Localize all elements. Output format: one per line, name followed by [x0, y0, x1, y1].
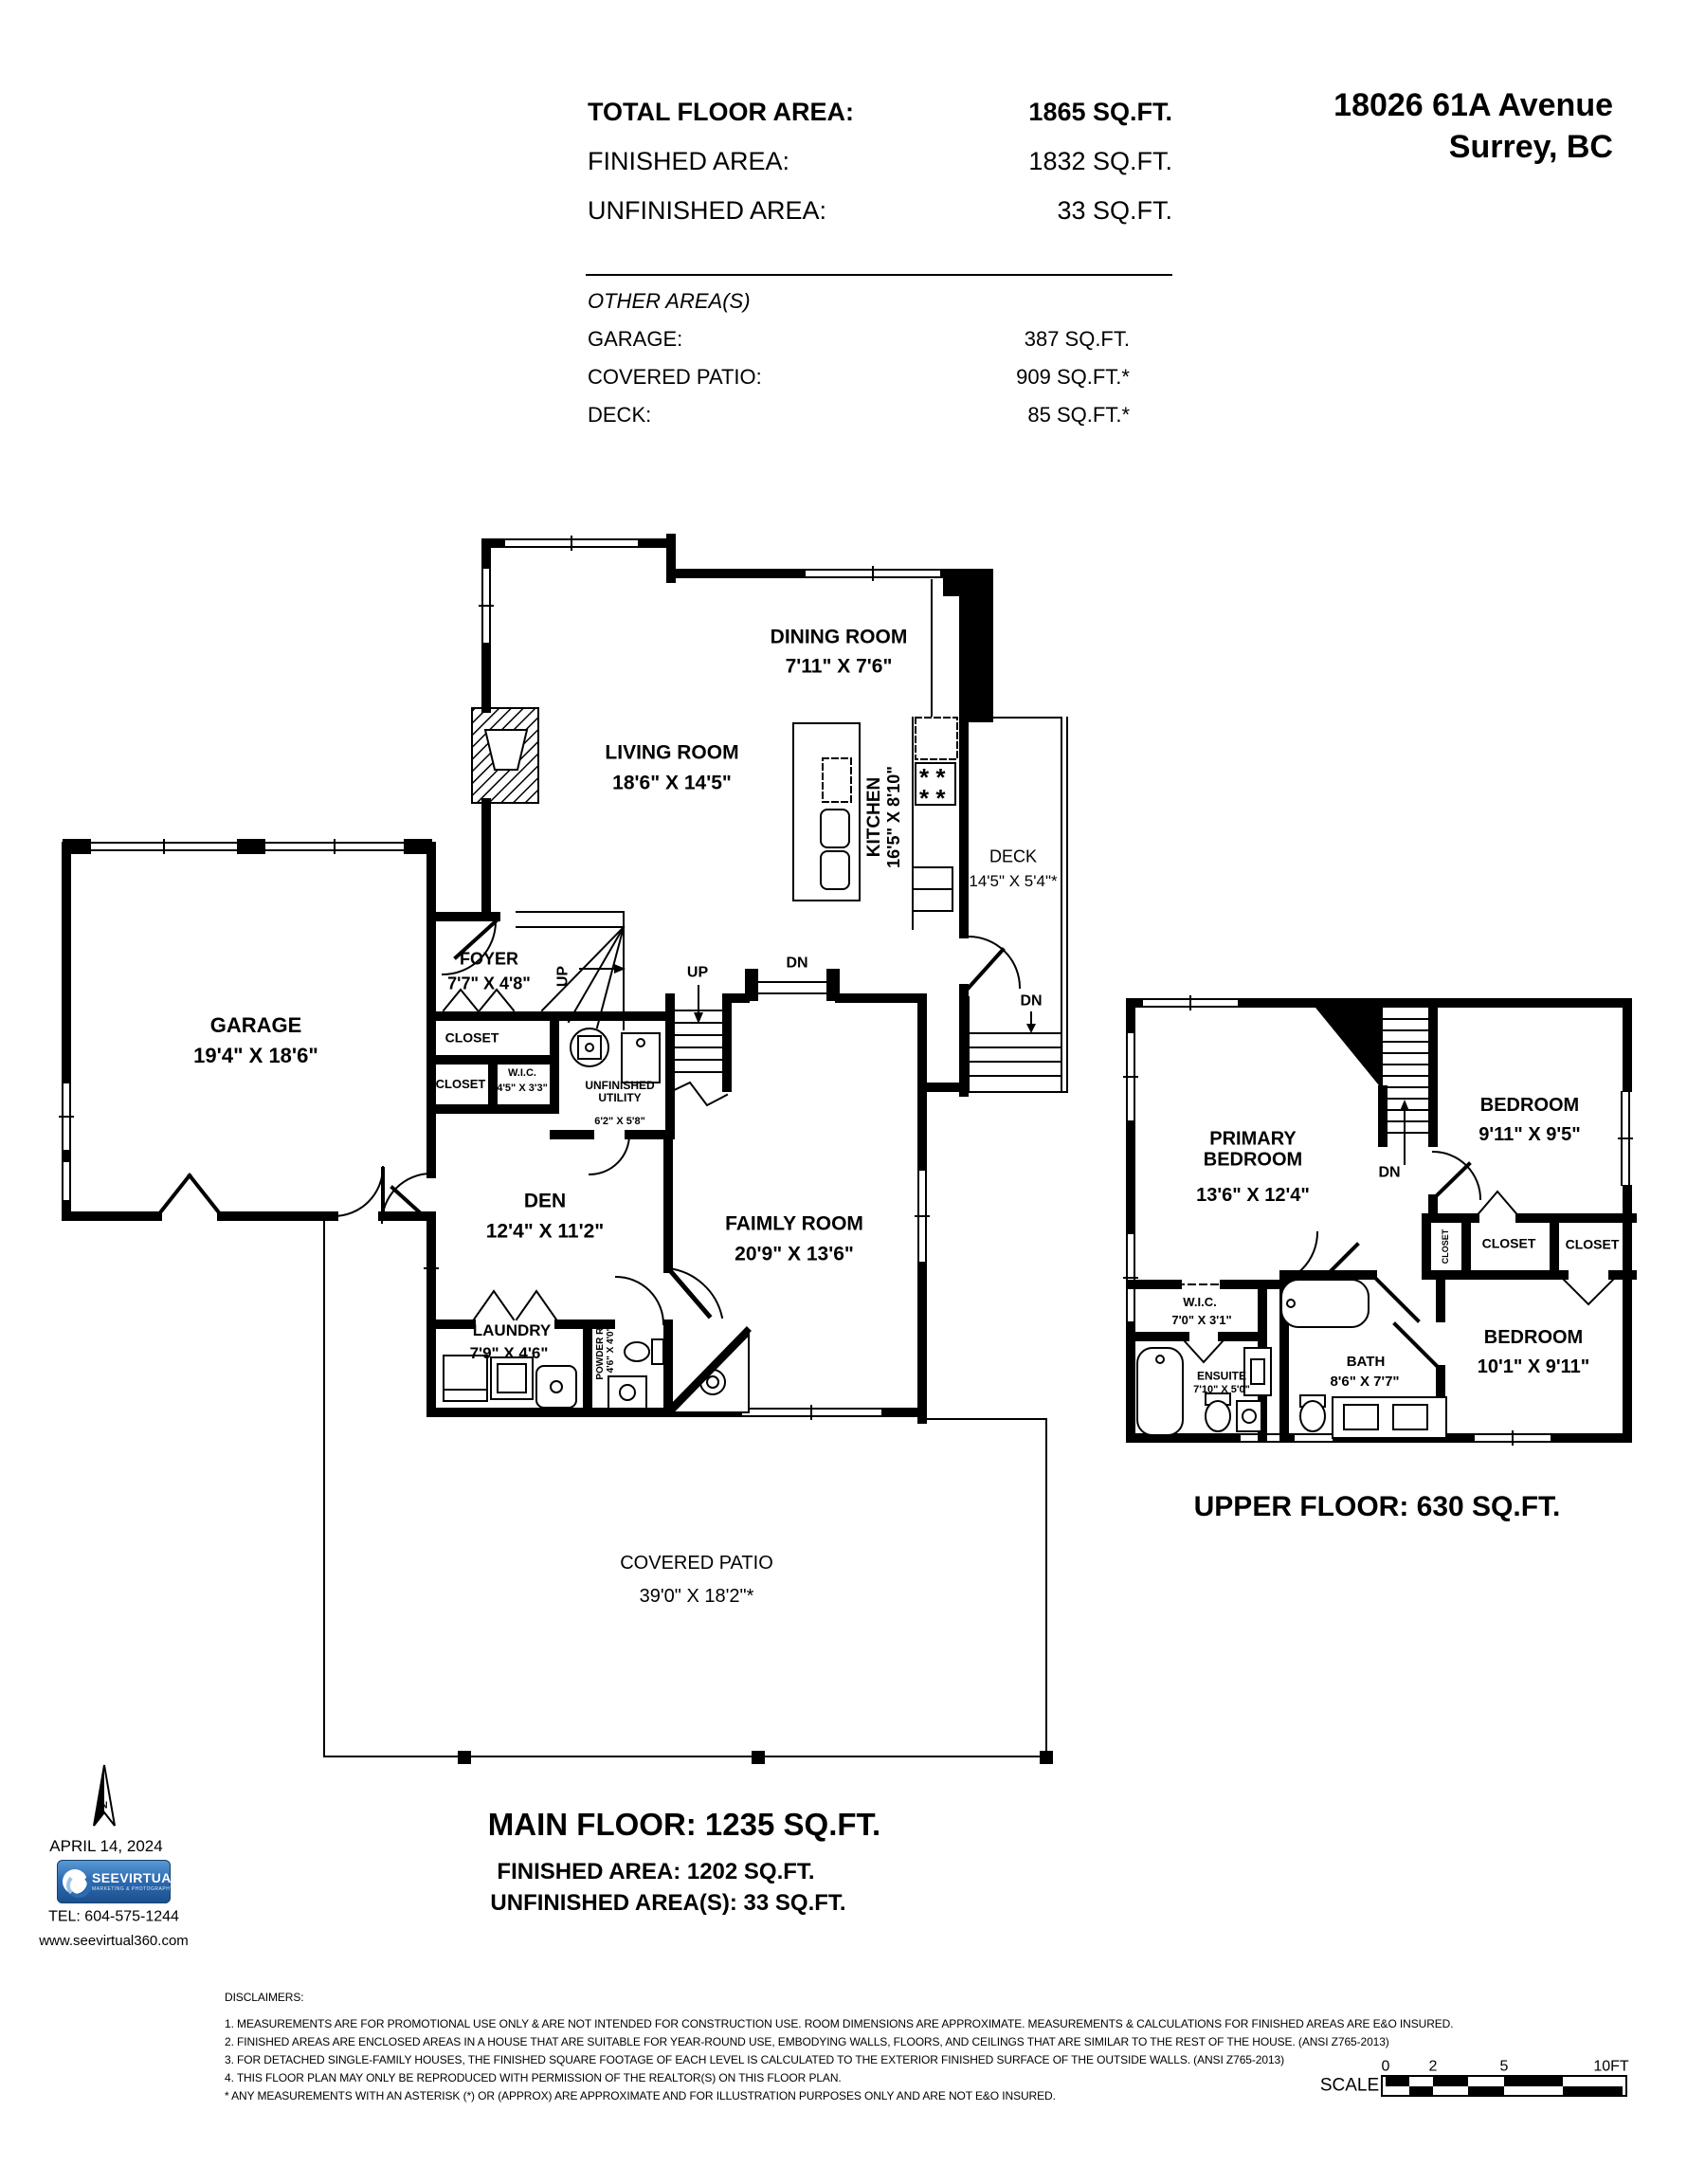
north-letter: N: [100, 1800, 108, 1811]
address-line2: Surrey, BC: [1448, 129, 1613, 165]
room-label-closet2: CLOSET: [435, 1076, 486, 1091]
room-label-family: FAIMLY ROOM: [725, 1212, 863, 1235]
other-value: 909 SQ.FT.*: [1016, 365, 1130, 389]
room-label-deck: DECK: [989, 846, 1038, 866]
corner-fireplace-icon: [669, 1331, 749, 1412]
room-dims-utility: 6'2" X 5'8": [594, 1116, 645, 1128]
room-dims-bedroom2: 9'11" X 9'5": [1478, 1124, 1581, 1146]
deck-outline: [969, 718, 1067, 1092]
room-label-utility: UNFINISHED UTILITY: [585, 1079, 655, 1104]
steps-down: [745, 969, 840, 1001]
room-dims-living: 18'6" X 14'5": [612, 772, 732, 794]
summary-value: 33 SQ.FT.: [1057, 196, 1172, 225]
room-dims-ensuite: 7'10" X 5'0": [1193, 1384, 1250, 1396]
scale-bar: [1382, 2076, 1626, 2096]
room-dims-family: 20'9" X 13'6": [735, 1243, 854, 1265]
fireplace-icon: [472, 708, 538, 803]
other-value: 85 SQ.FT.*: [1027, 403, 1130, 427]
room-label-closet-mid: CLOSET: [1481, 1235, 1536, 1251]
room-dims: 16'5" X 8'10": [883, 766, 903, 868]
stairs-down-label: DN: [1020, 992, 1043, 1010]
stove-burner-icon: * *: [919, 763, 946, 792]
other-label: COVERED PATIO:: [588, 365, 762, 389]
summary-row: [588, 147, 1172, 176]
summary-value: 1865 SQ.FT.: [1028, 98, 1172, 126]
summary-label: FINISHED AREA:: [588, 147, 790, 175]
disclaimer-line: * ANY MEASUREMENTS WITH AN ASTERISK (*) OR (APPROX) ARE APPROXIMATE AND FOR ILLUSTRATION PURPOSES ONLY AND ARE NOT E&O INSURED.: [225, 2089, 1056, 2102]
other-area-row: [588, 365, 1130, 390]
room-label-bedroom2: BEDROOM: [1479, 1095, 1580, 1117]
disclaimer-line: 1. MEASUREMENTS ARE FOR PROMOTIONAL USE ONLY & ARE NOT INTENDED FOR CONSTRUCTION USE. ROOM DIMENSIONS ARE APPROXIMATE. MEASUREMENTS & CALCULATIONS FOR FINISHED AREAS ARE E&O INSURED.: [225, 2017, 1454, 2030]
stairs-up-label: UP: [686, 964, 709, 981]
summary-value: 1832 SQ.FT.: [1028, 147, 1172, 175]
phone-label: TEL: 604-575-1244: [48, 1908, 179, 1925]
room-name: KITCHEN: [864, 776, 885, 858]
room-dims: 4'6" X 4'0": [606, 1326, 616, 1374]
logo-title: SEEVIRTUAL: [92, 1870, 180, 1885]
summary-row: [588, 98, 1172, 127]
room-dims-bath: 8'6" X 7'7": [1330, 1373, 1400, 1390]
logo-subtitle: MARKETING & PHOTOGRAPHY: [92, 1886, 174, 1892]
room-dims-wic: 4'5" X 3'3": [497, 1083, 548, 1095]
room-label-bedroom3: BEDROOM: [1483, 1327, 1584, 1349]
scale-tick: 2: [1428, 2058, 1438, 2075]
logo-swirl-icon: [63, 1869, 87, 1894]
stair-wall: [1315, 1008, 1383, 1090]
stairs-up: [670, 986, 727, 1105]
upper-floor-title: UPPER FLOOR: 630 SQ.FT.: [1193, 1490, 1561, 1522]
stairs-down-label: DN: [1378, 1164, 1401, 1181]
room-dims-patio: 39'0" X 18'2"*: [639, 1586, 754, 1608]
room-dims-primary: 13'6" X 12'4": [1196, 1185, 1310, 1207]
room-label-powder: [596, 1320, 617, 1379]
room-label-den: DEN: [523, 1190, 567, 1212]
summary-label: TOTAL FLOOR AREA:: [588, 98, 854, 126]
room-label-wic-upper: W.I.C.: [1183, 1294, 1217, 1309]
room-dims-den: 12'4" X 11'2": [485, 1220, 605, 1243]
disclaimers-title: DISCLAIMERS:: [225, 1991, 304, 2004]
other-value: 387 SQ.FT.: [1024, 327, 1130, 351]
room-label-bath: BATH: [1346, 1353, 1386, 1370]
other-area-row: [588, 327, 1130, 352]
room-dims-deck: 14'5" X 5'4"*: [969, 871, 1058, 890]
room-label-patio: COVERED PATIO: [620, 1553, 773, 1574]
north-arrow-icon: [94, 1765, 115, 1826]
scale-label: SCALE: [1319, 2075, 1380, 2096]
interior-doors: [474, 1268, 722, 1324]
other-areas-title: OTHER AREA(S): [588, 289, 751, 313]
scale-tick: 5: [1499, 2058, 1509, 2075]
room-dims-laundry: 7'9" X 4'6": [469, 1343, 549, 1362]
room-label-garage: GARAGE: [209, 1013, 302, 1038]
address-line1: 18026 61A Avenue: [1333, 87, 1613, 123]
room-dims-bedroom3: 10'1" X 9'11": [1477, 1356, 1590, 1378]
summary-label: UNFINISHED AREA:: [588, 196, 827, 225]
room-label-laundry: LAUNDRY: [472, 1320, 552, 1339]
seevirtual-logo: [57, 1860, 180, 1903]
room-dims-garage: 19'4" X 18'6": [193, 1044, 318, 1068]
wall-corner: [943, 569, 993, 722]
scale-tick: 0: [1381, 2058, 1390, 2075]
laundry-fixtures: [444, 1356, 576, 1408]
room-label-closet-right: CLOSET: [1565, 1236, 1620, 1252]
room-label-closet1: CLOSET: [444, 1029, 499, 1046]
room-label-dining: DINING ROOM: [770, 626, 908, 648]
other-label: DECK:: [588, 403, 652, 427]
room-label-closet-small: CLOSET: [1441, 1228, 1451, 1265]
stairs-down: [1383, 1019, 1433, 1164]
room-dims-foyer: 7'7" X 4'8": [447, 974, 531, 993]
room-label-living: LIVING ROOM: [605, 741, 739, 764]
disclaimer-line: 3. FOR DETACHED SINGLE-FAMILY HOUSES, THE FINISHED SQUARE FOOTAGE OF EACH LEVEL IS CALCULATED TO THE EXTERIOR FINISHED SURFACE OF THE OUTSIDE WALLS. (ANSI Z765-2013): [225, 2053, 1284, 2066]
other-area-row: [588, 403, 1130, 428]
room-label-foyer: FOYER: [459, 949, 519, 969]
main-floor-plan: [60, 537, 1067, 1764]
scale-tick: 10FT: [1593, 2058, 1629, 2075]
room-dims-dining: 7'11" X 7'6": [785, 655, 893, 678]
room-label-kitchen: [865, 766, 903, 868]
other-label: GARAGE:: [588, 327, 683, 351]
room-name: POWDER RM: [595, 1320, 607, 1380]
disclaimer-line: 2. FINISHED AREAS ARE ENCLOSED AREAS IN A HOUSE THAT ARE SUITABLE FOR YEAR-ROUND USE, EMBODYING WALLS, FLOORS, AND CEILINGS THAT ARE SIMILAR TO THE REST OF THE HOUSE. (ANSI Z765-2013): [225, 2035, 1389, 2048]
room-dims-wic-upper: 7'0" X 3'1": [1171, 1312, 1232, 1327]
disclaimer-line: 4. THIS FLOOR PLAN MAY ONLY BE REPRODUCED WITH PERMISSION OF THE REALTOR(S) ON THIS FLOOR PLAN.: [225, 2071, 842, 2084]
room-label-ensuite: ENSUITE: [1196, 1369, 1247, 1383]
room-label-wic: W.I.C.: [508, 1067, 536, 1080]
summary-divider: [586, 274, 1172, 276]
room-label-primary: PRIMARY BEDROOM: [1203, 1128, 1303, 1170]
main-floor-finished: FINISHED AREA: 1202 SQ.FT.: [497, 1859, 815, 1885]
utility-fixtures: [571, 1028, 660, 1083]
stairs-up-label: UP: [554, 965, 571, 988]
website-label[interactable]: www.seevirtual360.com: [39, 1932, 189, 1949]
date-label: APRIL 14, 2024: [49, 1836, 163, 1855]
stove-burner-icon: * *: [919, 784, 946, 812]
summary-row: [588, 196, 1172, 226]
stairs-down-label: DN: [786, 955, 808, 972]
main-floor-unfinished: UNFINISHED AREA(S): 33 SQ.FT.: [490, 1890, 846, 1917]
main-floor-title: MAIN FLOOR: 1235 SQ.FT.: [487, 1807, 881, 1843]
